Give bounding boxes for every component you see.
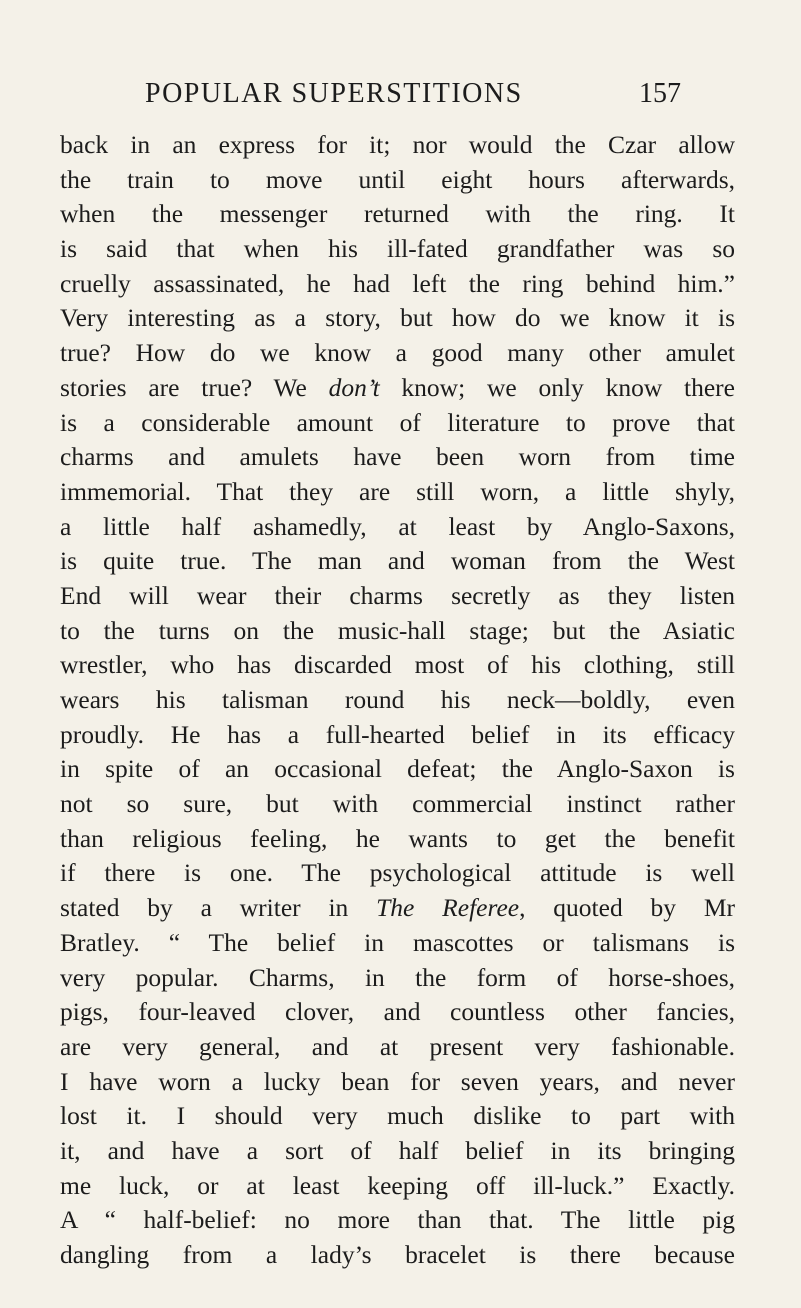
text-line: proudly. He has a full-hearted belief in its efficacy: [60, 719, 735, 749]
text-line: stated by a writer in The Referee, quoted by Mr: [60, 893, 735, 923]
text-line: End will wear their charms secretly as they listen: [60, 580, 735, 610]
text-line: pigs, four-leaved clover, and countless other fancies,: [60, 997, 735, 1027]
text-line: very popular. Charms, in the form of horse-shoes,: [60, 962, 735, 992]
text-line: me luck, or at least keeping off ill-luck.” Exactly.: [60, 1170, 735, 1200]
text-line: is a considerable amount of literature to prove that: [60, 407, 735, 437]
text-line: to the turns on the music-hall stage; but the Asiatic: [60, 615, 735, 645]
text-line: Bratley. “ The belief in mascottes or talismans is: [60, 927, 735, 957]
text-line: the train to move until eight hours afterwards,: [60, 164, 735, 194]
text-line: back in an express for it; nor would the Czar allow: [60, 130, 735, 159]
text-line: true? How do we know a good many other amulet: [60, 338, 735, 368]
text-line: not so sure, but with commercial instinct rather: [60, 789, 735, 819]
text-line: it, and have a sort of half belief in its bringing: [60, 1135, 735, 1165]
text-line: charms and amulets have been worn from time: [60, 442, 735, 472]
text-line: a little half ashamedly, at least by Anglo-Saxons,: [60, 511, 735, 541]
text-line: is quite true. The man and woman from the West: [60, 546, 735, 576]
text-line: dangling from a lady’s bracelet is there because: [60, 1240, 735, 1269]
text-line: if there is one. The psychological attitude is well: [60, 858, 735, 888]
emphasis-text: don’t: [328, 372, 380, 402]
text-line: A “ half-belief: no more than that. The little pig: [60, 1205, 735, 1235]
text-line: is said that when his ill-fated grandfather was so: [60, 234, 735, 264]
running-title: POPULAR SUPERSTITIONS: [145, 78, 523, 109]
text-line: lost it. I should very much dislike to part with: [60, 1101, 735, 1131]
text-line: wears his talisman round his neck—boldly, even: [60, 685, 735, 714]
text-line: stories are true? We don’t know; we only know there: [60, 372, 735, 402]
text-line: immemorial. That they are still worn, a little shyly,: [60, 476, 735, 506]
text-line: when the messenger returned with the ring. It: [60, 199, 735, 229]
publication-title: The Referee: [376, 893, 520, 923]
text-line: I have worn a lucky bean for seven years, and never: [60, 1066, 735, 1096]
text-line: are very general, and at present very fashionable.: [60, 1031, 735, 1061]
page-header: [145, 78, 681, 118]
text-line: than religious feeling, he wants to get the benefit: [60, 823, 735, 853]
text-line: Very interesting as a story, but how do we know it is: [60, 303, 735, 333]
page-number: 157: [639, 78, 681, 109]
text-line: cruelly assassinated, he had left the ring behind him.”: [60, 268, 735, 298]
body-text: [60, 128, 735, 1273]
text-line: wrestler, who has discarded most of his clothing, still: [60, 650, 735, 680]
text-line: in spite of an occasional defeat; the Anglo-Saxon is: [60, 754, 735, 784]
